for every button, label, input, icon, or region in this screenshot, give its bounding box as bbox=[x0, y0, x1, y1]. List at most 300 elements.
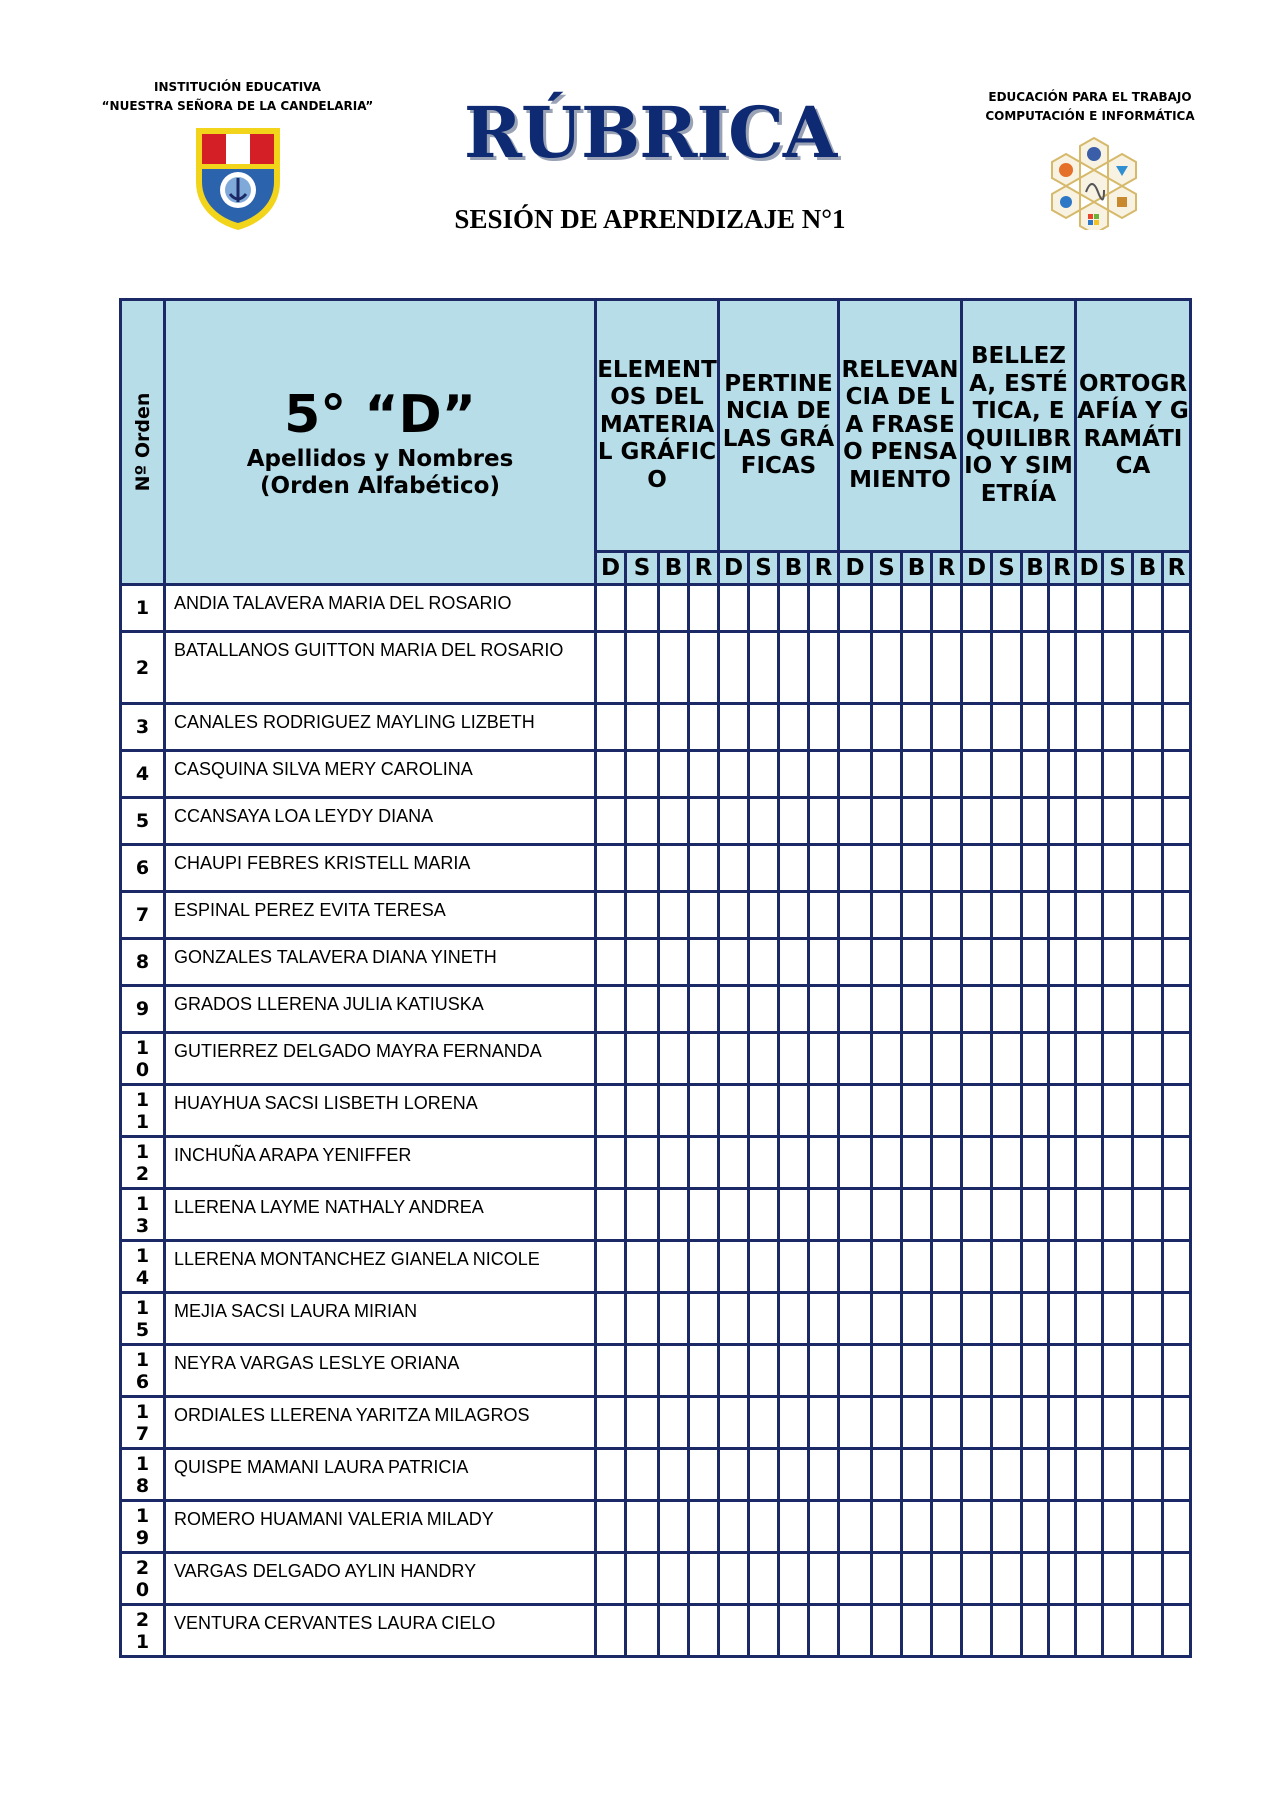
score-cell[interactable] bbox=[1022, 632, 1049, 704]
score-cell[interactable] bbox=[719, 1397, 749, 1449]
score-cell[interactable] bbox=[932, 845, 962, 892]
score-cell[interactable] bbox=[962, 798, 992, 845]
score-cell[interactable] bbox=[749, 1397, 779, 1449]
score-cell[interactable] bbox=[749, 1553, 779, 1605]
score-cell[interactable] bbox=[659, 704, 689, 751]
score-cell[interactable] bbox=[596, 1241, 626, 1293]
score-cell[interactable] bbox=[992, 1033, 1022, 1085]
score-cell[interactable] bbox=[659, 1605, 689, 1657]
score-cell[interactable] bbox=[1076, 1345, 1103, 1397]
score-cell[interactable] bbox=[809, 1501, 839, 1553]
score-cell[interactable] bbox=[902, 1293, 932, 1345]
score-cell[interactable] bbox=[779, 1397, 809, 1449]
score-cell[interactable] bbox=[596, 1293, 626, 1345]
score-cell[interactable] bbox=[659, 1189, 689, 1241]
score-cell[interactable] bbox=[1022, 986, 1049, 1033]
score-cell[interactable] bbox=[626, 632, 659, 704]
score-cell[interactable] bbox=[779, 986, 809, 1033]
score-cell[interactable] bbox=[596, 1605, 626, 1657]
score-cell[interactable] bbox=[962, 704, 992, 751]
score-cell[interactable] bbox=[1049, 1293, 1076, 1345]
score-cell[interactable] bbox=[1163, 1345, 1191, 1397]
score-cell[interactable] bbox=[1049, 704, 1076, 751]
score-cell[interactable] bbox=[626, 751, 659, 798]
score-cell[interactable] bbox=[872, 751, 902, 798]
score-cell[interactable] bbox=[1022, 1293, 1049, 1345]
score-cell[interactable] bbox=[1103, 1137, 1133, 1189]
score-cell[interactable] bbox=[749, 751, 779, 798]
score-cell[interactable] bbox=[689, 751, 719, 798]
score-cell[interactable] bbox=[1103, 1345, 1133, 1397]
score-cell[interactable] bbox=[1022, 704, 1049, 751]
score-cell[interactable] bbox=[1103, 1085, 1133, 1137]
score-cell[interactable] bbox=[689, 704, 719, 751]
score-cell[interactable] bbox=[749, 1189, 779, 1241]
score-cell[interactable] bbox=[872, 704, 902, 751]
score-cell[interactable] bbox=[719, 845, 749, 892]
score-cell[interactable] bbox=[779, 632, 809, 704]
score-cell[interactable] bbox=[932, 1605, 962, 1657]
score-cell[interactable] bbox=[1133, 1345, 1163, 1397]
score-cell[interactable] bbox=[1076, 585, 1103, 632]
score-cell[interactable] bbox=[1133, 1605, 1163, 1657]
score-cell[interactable] bbox=[1022, 1137, 1049, 1189]
score-cell[interactable] bbox=[902, 1449, 932, 1501]
score-cell[interactable] bbox=[932, 1397, 962, 1449]
score-cell[interactable] bbox=[992, 1293, 1022, 1345]
score-cell[interactable] bbox=[1133, 751, 1163, 798]
score-cell[interactable] bbox=[1022, 892, 1049, 939]
score-cell[interactable] bbox=[1049, 892, 1076, 939]
score-cell[interactable] bbox=[1076, 986, 1103, 1033]
score-cell[interactable] bbox=[992, 1397, 1022, 1449]
score-cell[interactable] bbox=[839, 1345, 872, 1397]
score-cell[interactable] bbox=[659, 1085, 689, 1137]
score-cell[interactable] bbox=[749, 892, 779, 939]
score-cell[interactable] bbox=[992, 1449, 1022, 1501]
score-cell[interactable] bbox=[992, 1345, 1022, 1397]
score-cell[interactable] bbox=[902, 845, 932, 892]
score-cell[interactable] bbox=[1163, 1293, 1191, 1345]
score-cell[interactable] bbox=[809, 798, 839, 845]
score-cell[interactable] bbox=[596, 986, 626, 1033]
score-cell[interactable] bbox=[719, 1241, 749, 1293]
score-cell[interactable] bbox=[626, 1553, 659, 1605]
score-cell[interactable] bbox=[902, 1397, 932, 1449]
score-cell[interactable] bbox=[1049, 1085, 1076, 1137]
score-cell[interactable] bbox=[1133, 1241, 1163, 1293]
score-cell[interactable] bbox=[962, 751, 992, 798]
score-cell[interactable] bbox=[962, 986, 992, 1033]
score-cell[interactable] bbox=[872, 1449, 902, 1501]
score-cell[interactable] bbox=[1103, 704, 1133, 751]
score-cell[interactable] bbox=[1163, 1449, 1191, 1501]
score-cell[interactable] bbox=[626, 986, 659, 1033]
score-cell[interactable] bbox=[626, 892, 659, 939]
score-cell[interactable] bbox=[992, 704, 1022, 751]
score-cell[interactable] bbox=[626, 1137, 659, 1189]
score-cell[interactable] bbox=[809, 585, 839, 632]
score-cell[interactable] bbox=[992, 939, 1022, 986]
score-cell[interactable] bbox=[659, 1293, 689, 1345]
score-cell[interactable] bbox=[1076, 798, 1103, 845]
score-cell[interactable] bbox=[992, 798, 1022, 845]
score-cell[interactable] bbox=[1103, 751, 1133, 798]
score-cell[interactable] bbox=[1163, 892, 1191, 939]
score-cell[interactable] bbox=[932, 585, 962, 632]
score-cell[interactable] bbox=[1076, 845, 1103, 892]
score-cell[interactable] bbox=[932, 1449, 962, 1501]
score-cell[interactable] bbox=[626, 1189, 659, 1241]
score-cell[interactable] bbox=[1022, 1085, 1049, 1137]
score-cell[interactable] bbox=[1022, 1033, 1049, 1085]
score-cell[interactable] bbox=[719, 1085, 749, 1137]
score-cell[interactable] bbox=[902, 1241, 932, 1293]
score-cell[interactable] bbox=[779, 845, 809, 892]
score-cell[interactable] bbox=[719, 751, 749, 798]
score-cell[interactable] bbox=[1133, 1397, 1163, 1449]
score-cell[interactable] bbox=[719, 632, 749, 704]
score-cell[interactable] bbox=[1133, 1085, 1163, 1137]
score-cell[interactable] bbox=[1133, 1553, 1163, 1605]
score-cell[interactable] bbox=[872, 986, 902, 1033]
score-cell[interactable] bbox=[596, 632, 626, 704]
score-cell[interactable] bbox=[962, 1085, 992, 1137]
score-cell[interactable] bbox=[1022, 1241, 1049, 1293]
score-cell[interactable] bbox=[779, 798, 809, 845]
score-cell[interactable] bbox=[809, 1449, 839, 1501]
score-cell[interactable] bbox=[809, 751, 839, 798]
score-cell[interactable] bbox=[1103, 1033, 1133, 1085]
score-cell[interactable] bbox=[596, 585, 626, 632]
score-cell[interactable] bbox=[839, 845, 872, 892]
score-cell[interactable] bbox=[1103, 1553, 1133, 1605]
score-cell[interactable] bbox=[932, 1033, 962, 1085]
score-cell[interactable] bbox=[1022, 751, 1049, 798]
score-cell[interactable] bbox=[992, 751, 1022, 798]
score-cell[interactable] bbox=[1076, 704, 1103, 751]
score-cell[interactable] bbox=[1133, 892, 1163, 939]
score-cell[interactable] bbox=[872, 1137, 902, 1189]
score-cell[interactable] bbox=[932, 1085, 962, 1137]
score-cell[interactable] bbox=[719, 1137, 749, 1189]
score-cell[interactable] bbox=[992, 1241, 1022, 1293]
score-cell[interactable] bbox=[992, 1501, 1022, 1553]
score-cell[interactable] bbox=[779, 1501, 809, 1553]
score-cell[interactable] bbox=[749, 798, 779, 845]
score-cell[interactable] bbox=[689, 1293, 719, 1345]
score-cell[interactable] bbox=[779, 1241, 809, 1293]
score-cell[interactable] bbox=[779, 704, 809, 751]
score-cell[interactable] bbox=[809, 1033, 839, 1085]
score-cell[interactable] bbox=[872, 892, 902, 939]
score-cell[interactable] bbox=[596, 845, 626, 892]
score-cell[interactable] bbox=[962, 1033, 992, 1085]
score-cell[interactable] bbox=[1103, 1189, 1133, 1241]
score-cell[interactable] bbox=[902, 585, 932, 632]
score-cell[interactable] bbox=[1076, 1033, 1103, 1085]
score-cell[interactable] bbox=[1076, 892, 1103, 939]
score-cell[interactable] bbox=[1163, 939, 1191, 986]
score-cell[interactable] bbox=[839, 939, 872, 986]
score-cell[interactable] bbox=[1133, 1137, 1163, 1189]
score-cell[interactable] bbox=[932, 798, 962, 845]
score-cell[interactable] bbox=[1103, 1293, 1133, 1345]
score-cell[interactable] bbox=[779, 1605, 809, 1657]
score-cell[interactable] bbox=[689, 939, 719, 986]
score-cell[interactable] bbox=[902, 1085, 932, 1137]
score-cell[interactable] bbox=[839, 892, 872, 939]
score-cell[interactable] bbox=[659, 1137, 689, 1189]
score-cell[interactable] bbox=[872, 939, 902, 986]
score-cell[interactable] bbox=[596, 1033, 626, 1085]
score-cell[interactable] bbox=[779, 1293, 809, 1345]
score-cell[interactable] bbox=[1163, 798, 1191, 845]
score-cell[interactable] bbox=[839, 1293, 872, 1345]
score-cell[interactable] bbox=[749, 704, 779, 751]
score-cell[interactable] bbox=[779, 1345, 809, 1397]
score-cell[interactable] bbox=[962, 1241, 992, 1293]
score-cell[interactable] bbox=[872, 1397, 902, 1449]
score-cell[interactable] bbox=[809, 1241, 839, 1293]
score-cell[interactable] bbox=[1133, 939, 1163, 986]
score-cell[interactable] bbox=[839, 1605, 872, 1657]
score-cell[interactable] bbox=[1049, 585, 1076, 632]
score-cell[interactable] bbox=[902, 939, 932, 986]
score-cell[interactable] bbox=[719, 1449, 749, 1501]
score-cell[interactable] bbox=[1049, 1345, 1076, 1397]
score-cell[interactable] bbox=[626, 1605, 659, 1657]
score-cell[interactable] bbox=[689, 1345, 719, 1397]
score-cell[interactable] bbox=[932, 704, 962, 751]
score-cell[interactable] bbox=[659, 1345, 689, 1397]
score-cell[interactable] bbox=[992, 1553, 1022, 1605]
score-cell[interactable] bbox=[872, 1345, 902, 1397]
score-cell[interactable] bbox=[902, 1501, 932, 1553]
score-cell[interactable] bbox=[1049, 1397, 1076, 1449]
score-cell[interactable] bbox=[1076, 1397, 1103, 1449]
score-cell[interactable] bbox=[596, 1189, 626, 1241]
score-cell[interactable] bbox=[1103, 585, 1133, 632]
score-cell[interactable] bbox=[809, 939, 839, 986]
score-cell[interactable] bbox=[1103, 845, 1133, 892]
score-cell[interactable] bbox=[749, 1241, 779, 1293]
score-cell[interactable] bbox=[992, 892, 1022, 939]
score-cell[interactable] bbox=[626, 1033, 659, 1085]
score-cell[interactable] bbox=[1022, 845, 1049, 892]
score-cell[interactable] bbox=[1163, 1241, 1191, 1293]
score-cell[interactable] bbox=[1049, 845, 1076, 892]
score-cell[interactable] bbox=[626, 1501, 659, 1553]
score-cell[interactable] bbox=[902, 751, 932, 798]
score-cell[interactable] bbox=[1163, 632, 1191, 704]
score-cell[interactable] bbox=[839, 1501, 872, 1553]
score-cell[interactable] bbox=[962, 1345, 992, 1397]
score-cell[interactable] bbox=[962, 1501, 992, 1553]
score-cell[interactable] bbox=[659, 585, 689, 632]
score-cell[interactable] bbox=[932, 1345, 962, 1397]
score-cell[interactable] bbox=[1022, 1605, 1049, 1657]
score-cell[interactable] bbox=[779, 751, 809, 798]
score-cell[interactable] bbox=[839, 1033, 872, 1085]
score-cell[interactable] bbox=[749, 1085, 779, 1137]
score-cell[interactable] bbox=[962, 1449, 992, 1501]
score-cell[interactable] bbox=[809, 1293, 839, 1345]
score-cell[interactable] bbox=[932, 1189, 962, 1241]
score-cell[interactable] bbox=[932, 892, 962, 939]
score-cell[interactable] bbox=[932, 1553, 962, 1605]
score-cell[interactable] bbox=[689, 1085, 719, 1137]
score-cell[interactable] bbox=[1049, 1189, 1076, 1241]
score-cell[interactable] bbox=[1049, 751, 1076, 798]
score-cell[interactable] bbox=[689, 1553, 719, 1605]
score-cell[interactable] bbox=[1022, 1449, 1049, 1501]
score-cell[interactable] bbox=[1049, 1501, 1076, 1553]
score-cell[interactable] bbox=[839, 1085, 872, 1137]
score-cell[interactable] bbox=[1049, 1553, 1076, 1605]
score-cell[interactable] bbox=[1133, 1449, 1163, 1501]
score-cell[interactable] bbox=[1133, 704, 1163, 751]
score-cell[interactable] bbox=[962, 892, 992, 939]
score-cell[interactable] bbox=[1076, 632, 1103, 704]
score-cell[interactable] bbox=[719, 1553, 749, 1605]
score-cell[interactable] bbox=[992, 845, 1022, 892]
score-cell[interactable] bbox=[689, 1449, 719, 1501]
score-cell[interactable] bbox=[1133, 798, 1163, 845]
score-cell[interactable] bbox=[839, 798, 872, 845]
score-cell[interactable] bbox=[839, 1397, 872, 1449]
score-cell[interactable] bbox=[809, 704, 839, 751]
score-cell[interactable] bbox=[872, 1085, 902, 1137]
score-cell[interactable] bbox=[596, 1553, 626, 1605]
score-cell[interactable] bbox=[626, 798, 659, 845]
score-cell[interactable] bbox=[809, 632, 839, 704]
score-cell[interactable] bbox=[749, 986, 779, 1033]
score-cell[interactable] bbox=[839, 1241, 872, 1293]
score-cell[interactable] bbox=[1049, 939, 1076, 986]
score-cell[interactable] bbox=[779, 1553, 809, 1605]
score-cell[interactable] bbox=[749, 1449, 779, 1501]
score-cell[interactable] bbox=[1133, 1501, 1163, 1553]
score-cell[interactable] bbox=[1022, 1501, 1049, 1553]
score-cell[interactable] bbox=[659, 1397, 689, 1449]
score-cell[interactable] bbox=[839, 1449, 872, 1501]
score-cell[interactable] bbox=[1133, 1189, 1163, 1241]
score-cell[interactable] bbox=[1103, 1449, 1133, 1501]
score-cell[interactable] bbox=[872, 585, 902, 632]
score-cell[interactable] bbox=[626, 1397, 659, 1449]
score-cell[interactable] bbox=[749, 1501, 779, 1553]
score-cell[interactable] bbox=[992, 585, 1022, 632]
score-cell[interactable] bbox=[932, 1137, 962, 1189]
score-cell[interactable] bbox=[749, 1345, 779, 1397]
score-cell[interactable] bbox=[1022, 585, 1049, 632]
score-cell[interactable] bbox=[719, 986, 749, 1033]
score-cell[interactable] bbox=[872, 1553, 902, 1605]
score-cell[interactable] bbox=[1049, 1605, 1076, 1657]
score-cell[interactable] bbox=[1076, 1501, 1103, 1553]
score-cell[interactable] bbox=[1163, 751, 1191, 798]
score-cell[interactable] bbox=[719, 892, 749, 939]
score-cell[interactable] bbox=[962, 632, 992, 704]
score-cell[interactable] bbox=[749, 585, 779, 632]
score-cell[interactable] bbox=[1103, 632, 1133, 704]
score-cell[interactable] bbox=[872, 1189, 902, 1241]
score-cell[interactable] bbox=[902, 1033, 932, 1085]
score-cell[interactable] bbox=[1133, 1033, 1163, 1085]
score-cell[interactable] bbox=[1103, 1397, 1133, 1449]
score-cell[interactable] bbox=[902, 1553, 932, 1605]
score-cell[interactable] bbox=[902, 1189, 932, 1241]
score-cell[interactable] bbox=[932, 1501, 962, 1553]
score-cell[interactable] bbox=[839, 1553, 872, 1605]
score-cell[interactable] bbox=[1103, 1605, 1133, 1657]
score-cell[interactable] bbox=[1049, 1033, 1076, 1085]
score-cell[interactable] bbox=[689, 986, 719, 1033]
score-cell[interactable] bbox=[659, 845, 689, 892]
score-cell[interactable] bbox=[1163, 585, 1191, 632]
score-cell[interactable] bbox=[596, 798, 626, 845]
score-cell[interactable] bbox=[932, 1293, 962, 1345]
score-cell[interactable] bbox=[902, 798, 932, 845]
score-cell[interactable] bbox=[659, 751, 689, 798]
score-cell[interactable] bbox=[596, 939, 626, 986]
score-cell[interactable] bbox=[779, 1189, 809, 1241]
score-cell[interactable] bbox=[749, 1293, 779, 1345]
score-cell[interactable] bbox=[689, 1241, 719, 1293]
score-cell[interactable] bbox=[1163, 704, 1191, 751]
score-cell[interactable] bbox=[1163, 1605, 1191, 1657]
score-cell[interactable] bbox=[809, 1345, 839, 1397]
score-cell[interactable] bbox=[626, 939, 659, 986]
score-cell[interactable] bbox=[992, 1189, 1022, 1241]
score-cell[interactable] bbox=[596, 1137, 626, 1189]
score-cell[interactable] bbox=[1022, 1189, 1049, 1241]
score-cell[interactable] bbox=[809, 1137, 839, 1189]
score-cell[interactable] bbox=[962, 1553, 992, 1605]
score-cell[interactable] bbox=[809, 892, 839, 939]
score-cell[interactable] bbox=[932, 751, 962, 798]
score-cell[interactable] bbox=[779, 1449, 809, 1501]
score-cell[interactable] bbox=[689, 892, 719, 939]
score-cell[interactable] bbox=[1103, 939, 1133, 986]
score-cell[interactable] bbox=[719, 1605, 749, 1657]
score-cell[interactable] bbox=[1049, 632, 1076, 704]
score-cell[interactable] bbox=[659, 939, 689, 986]
score-cell[interactable] bbox=[779, 1137, 809, 1189]
score-cell[interactable] bbox=[902, 632, 932, 704]
score-cell[interactable] bbox=[659, 1241, 689, 1293]
score-cell[interactable] bbox=[659, 986, 689, 1033]
score-cell[interactable] bbox=[1022, 1553, 1049, 1605]
score-cell[interactable] bbox=[839, 1137, 872, 1189]
score-cell[interactable] bbox=[596, 892, 626, 939]
score-cell[interactable] bbox=[1163, 1085, 1191, 1137]
score-cell[interactable] bbox=[932, 632, 962, 704]
score-cell[interactable] bbox=[689, 1397, 719, 1449]
score-cell[interactable] bbox=[1049, 1137, 1076, 1189]
score-cell[interactable] bbox=[1076, 1553, 1103, 1605]
score-cell[interactable] bbox=[1163, 1397, 1191, 1449]
score-cell[interactable] bbox=[689, 1605, 719, 1657]
score-cell[interactable] bbox=[1049, 1241, 1076, 1293]
score-cell[interactable] bbox=[659, 1449, 689, 1501]
score-cell[interactable] bbox=[932, 986, 962, 1033]
score-cell[interactable] bbox=[1163, 845, 1191, 892]
score-cell[interactable] bbox=[962, 939, 992, 986]
score-cell[interactable] bbox=[779, 1033, 809, 1085]
score-cell[interactable] bbox=[902, 1137, 932, 1189]
